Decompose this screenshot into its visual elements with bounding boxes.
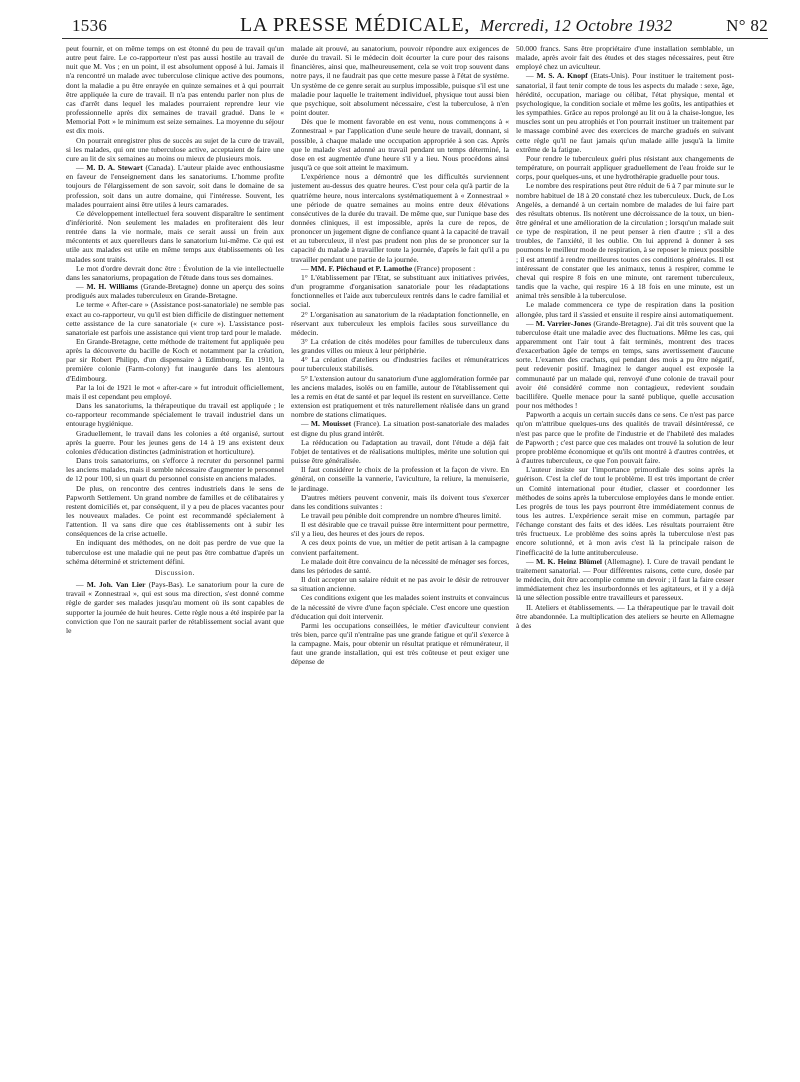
speaker-name: MM. F. Piéchaud et P. Lamothe	[310, 263, 413, 273]
paragraph: peut fournir, et on même temps on est étonné du peu de travail qu'un autre peut faire. Le co-rapporteur n'est pas aussi hostile au travail de nuit que M. Vos ; en un point, il est absolument opposé à lui. Jamais il n'a rencontré un malade avec tuberculose clinique active des poumons, dont la maladie a pu être enrayée en quinze semaines et à qui pourrait être appliquée la cure de travail. Il n'a pas entendu parler non plus de cas d'arrêt dans lequel les malades pourraient reprendre leur vie professionnelle après dix semaines de travail gradué. Dans le « Memorial Pott » le minimum est seize semaines. La moyenne du séjour est dix mois.	[66, 44, 284, 136]
speaker-name: M. D. A. Stewart	[86, 163, 143, 173]
speaker-name: M. K. Heinz Blümel	[536, 556, 603, 566]
paragraph: L'auteur insiste sur l'importance primordiale des soins après la guérison. C'est la clef de tout le problème. Il est très important de créer un Comité international pour étudier, classer et coordonner les méthodes de soins après la tuberculose employées dans le monde entier. Les progrès de tous les pays pourront être immédiatement connus de tous les autres. L'expérience serait mise en commun, partagée par l'échange constant des faits et des idées. Les résultats pourraient être très fructueux. Le problème des soins après la tuberculose n'est pas encore solutionné, et à mon avis c'est là la principale raison de l'inefficacité de la lutte antituberculeuse.	[516, 465, 734, 557]
paragraph: — M. Mouisset (France). La situation post-sanatoriale des malades est digne du plus grand intérêt.	[291, 419, 509, 438]
issue-date: Mercredi, 12 Octobre 1932	[480, 16, 673, 35]
paragraph: malade ait prouvé, au sanatorium, pouvoir répondre aux exigences de durée du travail. Si le médecin doit écourter la cure pour des raisons financières, ainsi que, malheureusement, cela se voit trop souvent dans notre pays, il ne faudrait pas que cette mesure passe à l'état de système. Un système de ce genre serait au surplus impossible, puisque s'il est une maladie pour laquelle le traitement individuel, physique tout aussi bien que psychique, soit absolument nécessaire, c'est la tuberculose, à n'en point douter.	[291, 44, 509, 118]
column-1	[66, 44, 284, 1074]
paragraph: D'autres métiers peuvent convenir, mais ils doivent tous s'exercer dans les conditions suivantes :	[291, 492, 509, 511]
paragraph: Il doit accepter un salaire réduit et ne pas avoir le désir de retrouver sa situation ancienne.	[291, 575, 509, 594]
paragraph: II. Ateliers et établissements. — La thérapeutique par le travail doit être abandonnée. La multiplication des ateliers se heurte en Allemagne à des	[516, 602, 734, 630]
paragraph: Le terme « After-care » (Assistance post-sanatoriale) ne semble pas exact au co-rapporteur, vu qu'il est bien difficile de distinguer nettement cette assistance de la cure sanatoriale (« cure »). L'assistance post-sanatoriale est parfois une assistance qui vient trop tard pour le malade.	[66, 300, 284, 337]
paragraph-text: (Allemagne). I. Cure de travail pendant le traitement sanatorial. — Pour différentes raisons, cette cure, dosée par le médecin, doit être accomplie comme un devoir ; il faut la faire cesser immédiatement chez les insurbordonnés et les agitateurs, et il y a déjà là une sélection possible entre travailleurs et paresseux.	[516, 556, 734, 603]
paragraph: Graduellement, le travail dans les colonies a été organisé, surtout après la guerre. Pour les jeunes gens de 14 à 19 ans existent deux colonies d'éducation distinctes (administration et horticulture).	[66, 428, 284, 456]
paragraph: On pourrait enregistrer plus de succès au sujet de la cure de travail, si les malades, qui ont une tuberculose active, acceptaient de faire une cure au lit de six semaines au moins ou mieux de plusieurs mois.	[66, 135, 284, 163]
paragraph-text: (Etats-Unis). Pour instituer le traitement post-sanatorial, il faut tenir compte de tous les aspects du malade : sexe, âge, hérédité, occupation, mariage ou célibat, l'état physique, mental et psychologique, la condition sociale et même les goûts, les antipathies et les sympathies. Grâce au repos prolongé au lit ou à la chaise-longue, les muscles sont un peu atrophiés et l'on pourrait instituer un traitement par le massage combiné avec des exercices de marche gradués en suivant cette règle qu'il ne faut jamais qu'un malade aille jusqu'à la limite extrême de la fatigue.	[516, 71, 734, 154]
paragraph: Dès que le moment favorable en est venu, nous commençons à « Zonnestraal » par l'application d'une seule heure de travail, donnant, si possible, à chaque malade une occupation appropriée à son cas. Après que le malade s'est adonné au travail pendant un temps déterminé, la dose en est augmentée d'une heure s'il y a lieu. Nous procédons ainsi jusqu'à ce que soit atteint le maximum.	[291, 117, 509, 173]
paragraph: — M. Joh. Van Lier (Pays-Bas). Le sanatorium pour la cure de travail « Zonnestraal », qui est sous ma direction, s'est donné comme règle de garder ses malades jusqu'au moment où ils sont capables de supporter la journée de huit heures. Cette règle nous a été inspirée par la conviction que l'on ne saurait parler de rétablissement social avant que le	[66, 580, 284, 635]
paragraph: Par la loi de 1921 le mot « after-care » fut introduit officiellement, mais il est cependant peu employé.	[66, 382, 284, 401]
paragraph: Le malade doit être convaincu de la nécessité de ménager ses forces, dans les périodes de santé.	[291, 556, 509, 575]
paragraph: — MM. F. Piéchaud et P. Lamothe (France) proposent :	[301, 263, 476, 273]
paragraph: 3° La création de cités modèles pour familles de tuberculeux dans les grandes villes ou mieux à leur périphérie.	[291, 337, 509, 356]
journal-title: LA PRESSE MÉDICALE,	[240, 14, 471, 36]
paragraph: 1° L'établissement par l'Etat, se substituant aux initiatives privées, d'un programme d'organisation sanatoriale pour les réadaptations fonctionnelles et l'aide aux tuberculeux rentrés dans le cadre familial et social.	[291, 272, 509, 310]
paragraph: 50.000 francs. Sans être propriétaire d'une installation semblable, un malade, après avoir fait des études et des stages nécessaires, peut être employé chez un aviculteur.	[516, 44, 734, 72]
paragraph: — M. H. Williams (Grande-Bretagne) donne un aperçu des soins prodigués aux malades tuberculeux en Grande-Bretagne.	[66, 282, 284, 301]
paragraph: En indiquant des méthodes, on ne doit pas perdre de vue que la tuberculose est une maladie qui ne peut pas être combattue d'après un schéma déterminé et strictement défini.	[66, 538, 284, 566]
paragraph-text: (Canada). L'auteur plaide avec enthousiasme en faveur de l'enseignement dans les sanatoriums. L'homme profite toujours de l'élargissement de son savoir, soit dans le domaine de sa profession, soit dans un autre domaine, qui l'intéresse. Souvent, les malades pourraient ainsi être utiles à leurs camarades.	[66, 163, 284, 209]
paragraph: En Grande-Bretagne, cette méthode de traitement fut appliquée peu après la découverte du bacille de Koch et notamment par la création, par sir Robert Philipp, d'un dispensaire à Edimbourg. En 1910, la première colonie (Farm-colony) fut inaugurée dans les alentours d'Edimbourg.	[66, 337, 284, 383]
paragraph: Ces conditions exigent que les malades soient instruits et convaincus de la nécessité de vivre d'une façon spéciale. C'est encore une question d'éducation qui doit intervenir.	[291, 593, 509, 621]
paragraph: 5° L'extension autour du sanatorium d'une agglomération formée par les anciens malades, isolés ou en famille, autour de l'établissement qui les a remis en état de santé et par lequel ils restent en surveillance. Cette extension est pratiquement et très naturellement réalisée dans un grand nombre de stations climatiques.	[291, 373, 509, 420]
paragraph-text: (France). La situation post-sanatoriale des malades est digne du plus grand intérêt.	[291, 419, 509, 438]
paragraph: Ce développement intellectuel fera souvent disparaître le sentiment d'infériorité. Non seulement les malades en profiteraient dès leur rentrée dans la vie normale, mais ce serait aussi un frein aux mécontents et aux querelleurs dans le sanatorium lui-même. Ce qui est utile aux malades est utile en même temps aux établissements où les malades sont traités.	[66, 208, 284, 264]
paragraph: De plus, on rencontre des centres industriels dans le sens de Papworth Settlement. Un grand nombre de familles et de célibataires y restent domiciliés et, par conséquent, il y a peu de places vacantes pour les nouveaux malades. Ce point est recommandé spécialement à l'attention. Il va sans dire que ces établissements ont à subir les conséquences de la crise actuelle.	[66, 483, 284, 539]
paragraph: Le nombre des respirations peut être réduit de 6 à 7 par minute sur le nombre habituel de 18 à 20 constaté chez les tuberculeux. Duck, de Los Angelès, a demandé à un certain nombre de malades de lui faire part des résultats obtenus. Ils notèrent une décroissance de la toux, un bien-être général et une amélioration de la circulation ; lorsqu'un malade suit ce type de respiration, il ne peut penser à rien d'autre ; s'il a des troubles, de l'anxiété, il les oublie. On lui apprend à donner à ses poumons le meilleur mode de respiration, à se reposer le mieux possible ; il est attentif à rendre meilleures toutes ces conditions générales. Il est intéressant de constater que les animaux, tenus à respirer, comme le cheval qui respire 8 fois en une minute, ont rarement tuberculeux, tandis que la vache, qui respire 16 à 18 fois en une minute, est un animal très sensible à la tuberculose.	[516, 181, 734, 301]
paragraph: Il faut considérer le choix de la profession et la façon de vivre. En général, on conseille la vannerie, l'aviculture, la reliure, la menuiserie, le jardinage.	[291, 465, 509, 493]
page-number: 1536	[72, 16, 108, 35]
paragraph: — M. K. Heinz Blümel (Allemagne). I. Cure de travail pendant le traitement sanatorial. — Pour différentes raisons, cette cure, dosée par le médecin, doit être accomplie comme un devoir ; il faut la faire cesser immédiatement chez les insurbordonnés et les agitateurs, et il y a déjà là une sélection possible entre travailleurs et paresseux.	[516, 556, 734, 603]
column-2	[291, 44, 509, 1074]
paragraph: — M. S. A. Knopf (Etats-Unis). Pour instituer le traitement post-sanatorial, il faut tenir compte de tous les aspects du malade : sexe, âge, hérédité, occupation, mariage ou célibat, l'état physique, mental et psychologique, la condition sociale et même les goûts, les antipathies et les sympathies. Grâce au repos prolongé au lit ou à la chaise-longue, les muscles sont un peu atrophiés et l'on pourrait instituer un traitement par le massage combiné avec des exercices de marche gradués en suivant cette règle qu'il ne faut jamais qu'un malade aille jusqu'à la limite extrême de la fatigue.	[516, 71, 734, 154]
paragraph: — M. D. A. Stewart (Canada). L'auteur plaide avec enthousiasme en faveur de l'enseignement dans les sanatoriums. L'homme profite toujours de l'élargissement de son savoir, soit dans le domaine de sa profession, soit dans un autre domaine, qui l'intéresse. Souvent, les malades pourraient ainsi être utiles à leurs camarades.	[66, 163, 284, 209]
speaker-name: M. H. Williams	[86, 282, 138, 292]
paragraph: 2° L'organisation au sanatorium de la réadaptation fonctionnelle, en réservant aux tuberculeux les emplois faciles sous surveillance du médecin.	[291, 309, 509, 337]
section-heading-discussion: Discussion.	[155, 568, 195, 577]
paragraph-text: (France) proposent :	[412, 263, 476, 273]
speaker-name: M. Varrier-Jones	[535, 318, 592, 328]
paragraph: Il est désirable que ce travail puisse être intermittent pour permettre, s'il y a lieu, des heures et des jours de repos.	[291, 520, 509, 539]
paragraph: Parmi les occupations conseillées, le métier d'aviculteur convient très bien, parce qu'il n'entraîne pas une grande fatigue et qu'il s'exerce à la campagne. Mais, pour obtenir un résultat pratique et rémunérateur, il faut une grande installation, qui est très coûteuse et peut exiger une dépense de	[291, 620, 509, 667]
paragraph: Pour rendre le tuberculeux guéri plus résistant aux changements de température, on pourrait appliquer graduellement de l'eau froide sur le corps, pour quelques-uns, et une hydrothérapie graduelle pour tous.	[516, 153, 734, 182]
paragraph: Le malade commencera ce type de respiration dans la position allongée, plus tard il s'assied et ensuite il respire ainsi automatiquement.	[516, 300, 734, 319]
column-3	[516, 44, 734, 1074]
paragraph: La rééducation ou l'adaptation au travail, dont l'étude a déjà fait l'objet de tentatives et de réalisations multiples, mérite une solution qui puisse être généralisée.	[291, 437, 509, 466]
paragraph: L'expérience nous a démontré que les difficultés surviennent justement au-dessus des quatre heures. C'est pour cela qu'à partir de la quatrième heure, nous intercalons systématiquement à « Zonnestraal » une période de quatre semaines au moins entre deux élévations consécutives de la durée du travail. De même que, sur l'unique base des données cliniques, il est impossible, après la cure de repos, de prononcer un jugement digne de confiance quant à la capacité de travail et au tuberculeux, il n'est pas prudent non plus de se prononcer sur la capacité du malade à travailler toute la journée, d'après le fait qu'il a pu travailler pendant une partie de la journée.	[291, 172, 509, 264]
paragraph: Le travail peu pénible doit comprendre un nombre d'heures limité.	[301, 510, 502, 520]
paragraph-text: (Grande-Bretagne) donne un aperçu des soins prodigués aux malades tuberculeux en Grande-Bretagne.	[66, 282, 284, 301]
paragraph: A ces deux points de vue, un métier de petit artisan à la campagne convient parfaitement.	[291, 538, 509, 557]
issue-number: N° 82	[726, 16, 768, 35]
running-header	[62, 14, 768, 40]
paragraph: Papworth a acquis un certain succès dans ce sens. Ce n'est pas parce qu'on m'attribue quelques-uns des qualités de travail désintéressé, ce n'est pas parce que le profite de l'industrie et de l'habileté des malades de Papworth ; c'est parce que ces malades ont trouvé la solution de leur propre problème économique et qu'ils ont montré à d'autres contrées, et à d'autres tuberculeux, ce que l'on pouvait faire.	[516, 410, 734, 466]
speaker-name: M. Joh. Van Lier	[86, 580, 146, 590]
paragraph-text: (Grande-Bretagne). J'ai dit très souvent que la tuberculose était une maladie avec des fluctuations. Même les cas, qui apparemment ont l'air tout à fait terminés, montrent des traces d'exacerbation âgée de temps en temps, sans avertissement d'aucune sorte. L'examen des crachats, qui pendant des mois a pu être négatif, peut redevenir positif. Imaginez le danger auquel est exposée la communauté par un malade qui, renvoyé d'une colonie de travail pour avoir été considéré comme non contagieux, redevient soudain bacillifère. Quelle menace pour la santé publique, quelle accusation pour nos méthodes !	[516, 318, 734, 411]
speaker-name: M. S. A. Knopf	[536, 71, 588, 81]
paragraph: 4° La création d'ateliers ou d'industries faciles et rémunératrices pour tuberculeux stabilisés.	[291, 355, 509, 374]
paragraph: — M. Varrier-Jones (Grande-Bretagne). J'ai dit très souvent que la tuberculose était une maladie avec des fluctuations. Même les cas, qui apparemment ont l'air tout à fait terminés, montrent des traces d'exacerbation âgée de temps en temps, sans avertissement d'aucune sorte. L'examen des crachats, qui pendant des mois a pu être négatif, peut redevenir positif. Imaginez le danger auquel est exposée la communauté par un malade qui, renvoyé d'une colonie de travail pour avoir été considéré comme non contagieux, redevient soudain bacillifère. Quelle menace pour la santé publique, quelle accusation pour nos méthodes !	[516, 318, 734, 411]
paragraph: Dans les sanatoriums, la thérapeutique du travail est appliquée ; le co-rapporteur recommande spécialement le travail industriel dans un entourage hygiénique.	[66, 401, 284, 429]
header-rule	[62, 38, 768, 39]
paragraph: Le mot d'ordre devrait donc être : Évolution de la vie intellectuelle dans les sanatoriums, propagation de l'étude dans tous ses domaines.	[66, 263, 284, 282]
paragraph-text: (Pays-Bas). Le sanatorium pour la cure de travail « Zonnestraal », qui est sous ma direction, s'est donné comme règle de garder ses malades jusqu'au moment où ils sont capables de supporter la journée de huit heures. Cette règle nous a été inspirée par la conviction que l'on ne saurait parler de rétablissement social avant que le	[66, 580, 284, 635]
speaker-name: M. Mouisset	[310, 419, 352, 429]
paragraph: Dans trois sanatoriums, on s'efforce à recruter du personnel parmi les anciens malades, mais il semble nécessaire d'augmenter le personnel de 12 pour 100, si un quart du personnel consiste en anciens malades.	[66, 456, 284, 484]
